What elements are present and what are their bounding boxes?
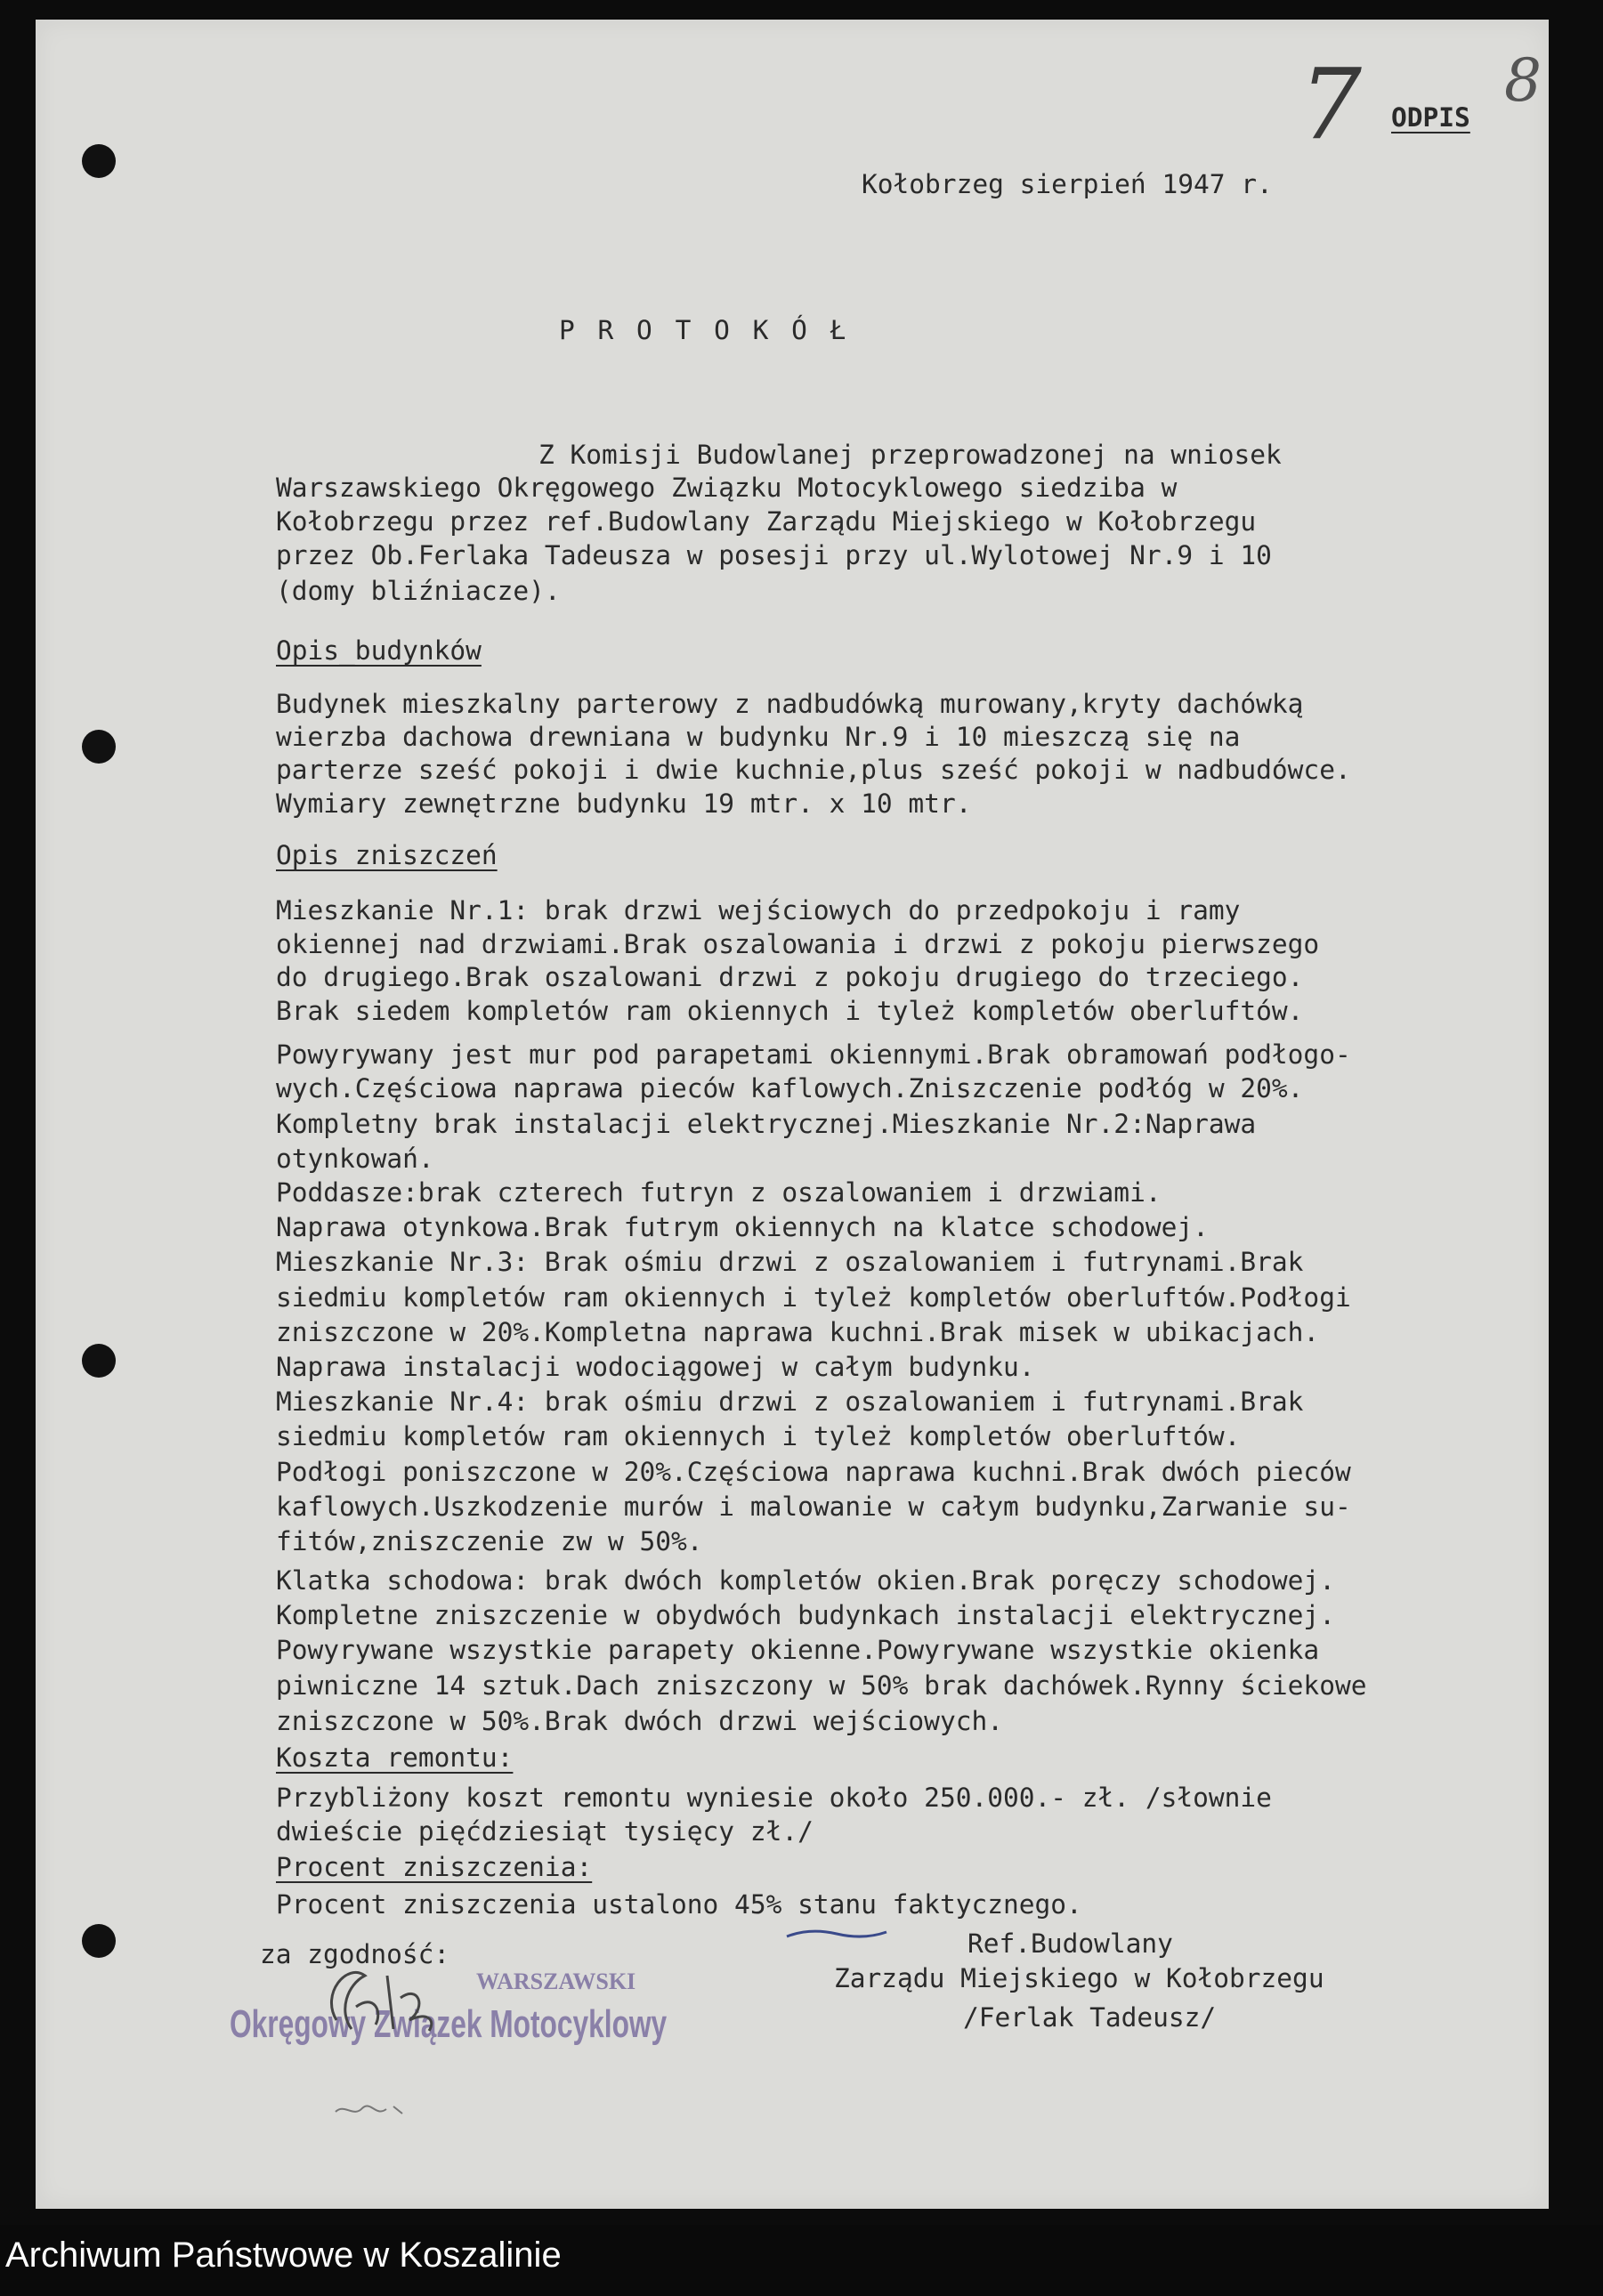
signature-line: Zarządu Miejskiego w Kołobrzegu — [834, 1963, 1324, 1993]
damage-line: piwniczne 14 sztuk.Dach zniszczony w 50% brak dachówek.Rynny ściekowe — [276, 1670, 1367, 1701]
odpis-label: ODPIS — [1391, 102, 1470, 133]
punch-hole — [82, 1924, 116, 1958]
archive-name: Archiwum Państwowe w Koszalinie — [5, 2235, 562, 2275]
signature-line: Ref.Budowlany — [967, 1928, 1173, 1959]
building-heading: Opis_budynków — [276, 635, 482, 666]
percent-line: Procent zniszczenia ustalono 45% stanu faktycznego. — [276, 1889, 1082, 1920]
cost-line: Przybliżony koszt remontu wyniesie około 250.000.- zł. /słownie — [276, 1783, 1272, 1813]
damage-line: Mieszkanie Nr.1: brak drzwi wejściowych do przedpokoju i ramy — [276, 895, 1241, 926]
building-line: Wymiary zewnętrzne budynku 19 mtr. x 10 mtr. — [276, 788, 972, 819]
damage-line: Kompletne zniszczenie w obydwóch budynkach instalacji elektrycznej. — [276, 1600, 1335, 1630]
damage-line: okiennej nad drzwiami.Brak oszalowania i drzwi z pokoju pierwszego — [276, 929, 1320, 959]
conformity-label: za zgodność: — [260, 1939, 450, 1969]
building-line: Budynek mieszkalny parterowy z nadbudówką murowany,kryty dachówką — [276, 689, 1304, 719]
damage-line: kaflowych.Uszkodzenie murów i malowanie w całym budynku,Zarwanie su- — [276, 1492, 1351, 1522]
damage-line: Mieszkanie Nr.3: Brak ośmiu drzwi z oszalowaniem i futrynami.Brak — [276, 1247, 1304, 1277]
handwritten-mark: 7 — [1299, 47, 1362, 161]
cost-line: dwieście pięćdziesiąt tysięcy zł./ — [276, 1816, 814, 1847]
punch-hole — [82, 730, 116, 764]
signature-line: /Ferlak Tadeusz/ — [963, 2002, 1217, 2033]
damage-line: Powyrywane wszystkie parapety okienne.Powyrywane wszystkie okienka — [276, 1635, 1320, 1665]
damage-line: siedmiu kompletów ram okiennych i tyleż kompletów oberluftów.Podłogi — [276, 1282, 1351, 1313]
damage-line: Powyrywany jest mur pod parapetami okiennymi.Brak obramowań podłogo- — [276, 1039, 1351, 1070]
building-line: wierzba dachowa drewniana w budynku Nr.9 i 10 mieszczą się na — [276, 722, 1241, 752]
small-initials — [331, 2096, 411, 2122]
building-line: parterze sześć pokoji i dwie kuchnie,plus sześć pokoji w nadbudówce. — [276, 755, 1351, 785]
place-date: Kołobrzeg sierpień 1947 r. — [862, 169, 1273, 199]
intro-line: Z Komisji Budowlanej przeprowadzonej na wniosek — [538, 440, 1282, 470]
document-title: P R O T O K Ó Ł — [559, 315, 850, 345]
stamp-line: WARSZAWSKI — [476, 1969, 636, 1994]
damage-line: siedmiu kompletów ram okiennych i tyleż kompletów oberluftów. — [276, 1421, 1241, 1451]
damage-line: Brak siedem kompletów ram okiennych i tyleż kompletów oberluftów. — [276, 996, 1304, 1026]
damage-line: Mieszkanie Nr.4: brak ośmiu drzwi z oszalowaniem i futrynami.Brak — [276, 1386, 1304, 1417]
damage-line: Klatka schodowa: brak dwóch kompletów okien.Brak poręczy schodowej. — [276, 1565, 1335, 1596]
intro-line: przez Ob.Ferlaka Tadeusza w posesji przy ul.Wylotowej Nr.9 i 10 — [276, 540, 1272, 570]
damage-line: Podłogi poniszczone w 20%.Częściowa naprawa kuchni.Brak dwóch pieców — [276, 1457, 1351, 1487]
damage-line: Naprawa otynkowa.Brak futrym okiennych na klatce schodowej. — [276, 1212, 1209, 1242]
punch-hole — [82, 144, 116, 178]
percent-heading: Procent zniszczenia: — [276, 1852, 593, 1882]
damage-line: fitów,zniszczenie zw w 50%. — [276, 1526, 703, 1556]
damage-line: wych.Częściowa naprawa pieców kaflowych.Zniszczenie podłóg w 20%. — [276, 1073, 1304, 1104]
damage-heading: Opis zniszczeń — [276, 840, 498, 870]
ink-underline — [783, 1926, 890, 1944]
damage-line: zniszczone w 50%.Brak dwóch drzwi wejściowych. — [276, 1706, 1003, 1736]
punch-hole — [82, 1344, 116, 1378]
stamp-line: Okręgowy Związek Motocyklowy — [230, 2002, 668, 2046]
damage-line: Poddasze:brak czterech futryn z oszalowaniem i drzwiami. — [276, 1177, 1162, 1208]
damage-line: zniszczone w 20%.Kompletna naprawa kuchni.Brak misek w ubikacjach. — [276, 1317, 1320, 1347]
intro-line: Kołobrzegu przez ref.Budowlany Zarządu Miejskiego w Kołobrzegu — [276, 506, 1257, 537]
cost-heading: Koszta remontu: — [276, 1742, 514, 1773]
damage-line: Kompletny brak instalacji elektrycznej.Mieszkanie Nr.2:Naprawa — [276, 1109, 1257, 1139]
page-number: 8 — [1504, 46, 1542, 115]
damage-line: do drugiego.Brak oszalowani drzwi z pokoju drugiego do trzeciego. — [276, 962, 1304, 992]
damage-line: Naprawa instalacji wodociągowej w całym budynku. — [276, 1352, 1035, 1382]
intro-line: (domy bliźniacze). — [276, 576, 561, 606]
intro-line: Warszawskiego Okręgowego Związku Motocyklowego siedziba w — [276, 473, 1178, 503]
handwritten-signature — [312, 1958, 445, 2056]
damage-line: otynkowań. — [276, 1144, 434, 1174]
